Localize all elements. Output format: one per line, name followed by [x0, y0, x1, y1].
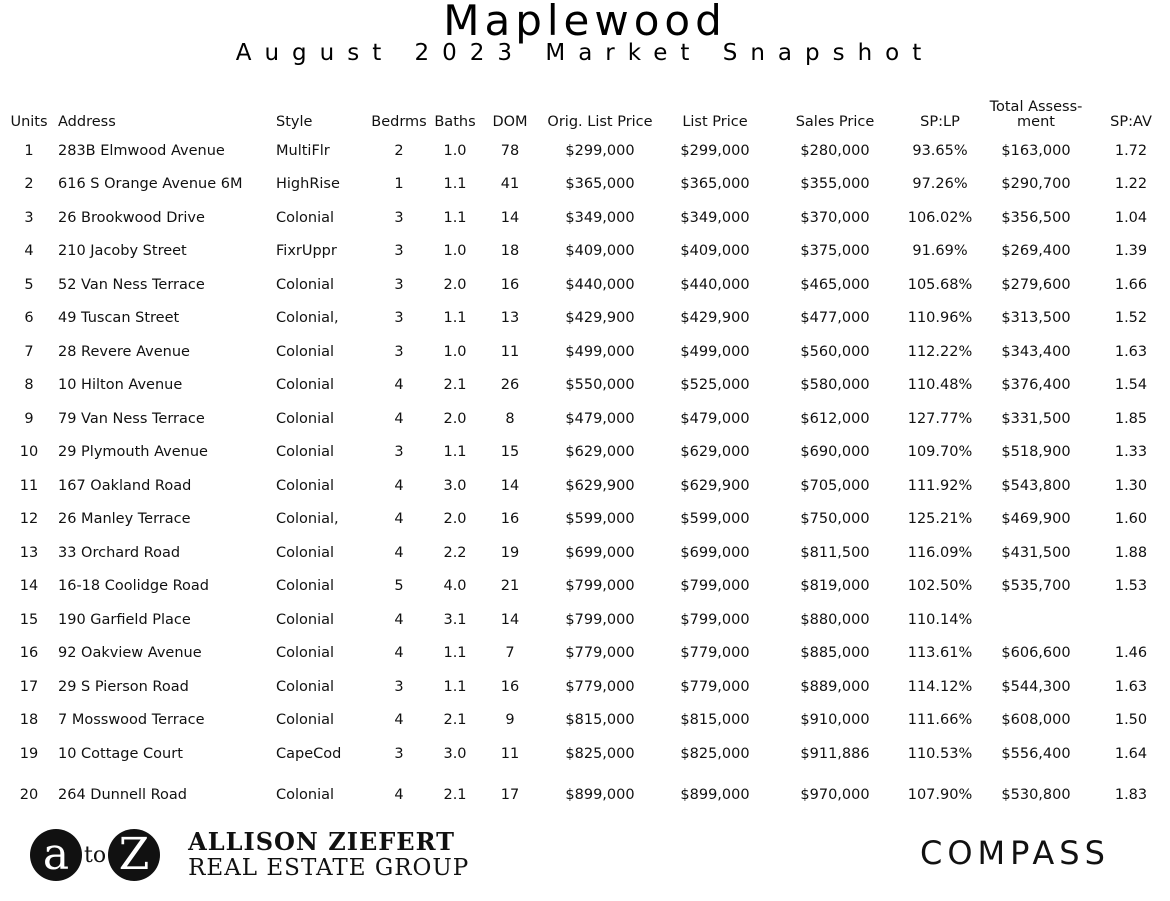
cell-orig-list-price: $499,000 — [565, 343, 635, 360]
cell-style: Colonial — [276, 377, 335, 394]
table-row — [0, 168, 1170, 202]
cell-total-assessment: $269,400 — [1001, 243, 1071, 260]
cell-style: MultiFlr — [276, 142, 330, 159]
table-row — [0, 335, 1170, 369]
table-row — [0, 402, 1170, 436]
cell-sales-price: $477,000 — [800, 310, 870, 327]
cell-dom: 15 — [500, 444, 520, 461]
table-row — [0, 737, 1170, 771]
cell-address: 190 Garfield Place — [58, 611, 191, 628]
cell-sp-lp: 111.66% — [907, 712, 973, 729]
table-row — [0, 134, 1170, 168]
cell-style: Colonial — [276, 444, 335, 461]
cell-unit: 1 — [24, 142, 34, 159]
cell-dom: 21 — [500, 578, 520, 595]
cell-total-assessment: $163,000 — [1001, 142, 1071, 159]
cell-unit: 12 — [19, 511, 39, 528]
cell-bedrms: 5 — [394, 578, 404, 595]
cell-total-assessment: $608,000 — [1001, 712, 1071, 729]
cell-total-assessment: $313,500 — [1001, 310, 1071, 327]
a-to-z-monogram — [30, 829, 160, 881]
cell-orig-list-price: $479,000 — [565, 410, 635, 427]
cell-list-price: $599,000 — [680, 511, 750, 528]
column-header-orig-list-price: Orig. List Price — [547, 114, 653, 130]
cell-sp-lp: 110.96% — [907, 310, 973, 327]
cell-style: Colonial — [276, 786, 335, 803]
cell-orig-list-price: $599,000 — [565, 511, 635, 528]
cell-orig-list-price: $349,000 — [565, 209, 635, 226]
cell-orig-list-price: $409,000 — [565, 243, 635, 260]
column-header-sp-av: SP:AV — [1110, 114, 1152, 130]
cell-baths: 2.1 — [443, 377, 467, 394]
cell-baths: 1.1 — [443, 645, 467, 662]
cell-dom: 11 — [500, 343, 520, 360]
cell-unit: 15 — [19, 611, 39, 628]
column-header-sp-lp: SP:LP — [920, 114, 960, 130]
cell-style: Colonial — [276, 578, 335, 595]
cell-sales-price: $880,000 — [800, 611, 870, 628]
table-row — [0, 536, 1170, 570]
cell-sp-lp: 113.61% — [907, 645, 973, 662]
cell-orig-list-price: $779,000 — [565, 645, 635, 662]
cell-sp-av: 1.88 — [1114, 544, 1148, 561]
cell-baths: 1.0 — [443, 243, 467, 260]
market-snapshot-table — [0, 96, 1170, 819]
page-title: Maplewood — [443, 0, 727, 45]
cell-dom: 13 — [500, 310, 520, 327]
cell-orig-list-price: $825,000 — [565, 745, 635, 762]
cell-list-price: $779,000 — [680, 645, 750, 662]
cell-sp-lp: 93.65% — [912, 142, 968, 159]
cell-sales-price: $355,000 — [800, 176, 870, 193]
cell-list-price: $429,900 — [680, 310, 750, 327]
cell-sp-av: 1.63 — [1114, 343, 1148, 360]
table-row — [0, 704, 1170, 738]
cell-sp-av: 1.66 — [1114, 276, 1148, 293]
cell-unit: 4 — [24, 243, 34, 260]
cell-bedrms: 3 — [394, 209, 404, 226]
cell-unit: 9 — [24, 410, 34, 427]
cell-address: 16-18 Coolidge Road — [58, 578, 209, 595]
cell-sp-av: 1.22 — [1114, 176, 1148, 193]
column-header-units: Units — [10, 114, 48, 130]
table-row — [0, 771, 1170, 819]
column-header-list-price: List Price — [682, 114, 748, 130]
cell-dom: 14 — [500, 477, 520, 494]
brand-name — [188, 829, 469, 881]
cell-sales-price: $280,000 — [800, 142, 870, 159]
cell-address: 26 Brookwood Drive — [58, 209, 205, 226]
cell-bedrms: 1 — [394, 176, 404, 193]
cell-sp-av: 1.54 — [1114, 377, 1148, 394]
cell-orig-list-price: $629,000 — [565, 444, 635, 461]
cell-sp-av: 1.60 — [1114, 511, 1148, 528]
cell-unit: 11 — [19, 477, 39, 494]
cell-address: 210 Jacoby Street — [58, 243, 187, 260]
column-header-address: Address — [58, 114, 116, 130]
cell-sp-lp: 110.53% — [907, 745, 973, 762]
cell-list-price: $815,000 — [680, 712, 750, 729]
cell-sp-av: 1.63 — [1114, 678, 1148, 695]
cell-unit: 7 — [24, 343, 34, 360]
cell-address: 33 Orchard Road — [58, 544, 181, 561]
cell-list-price: $899,000 — [680, 786, 750, 803]
cell-total-assessment: $556,400 — [1001, 745, 1071, 762]
cell-dom: 16 — [500, 678, 520, 695]
cell-bedrms: 3 — [394, 310, 404, 327]
cell-sp-lp: 97.26% — [912, 176, 968, 193]
cell-bedrms: 4 — [394, 611, 404, 628]
cell-baths: 1.0 — [443, 343, 467, 360]
cell-dom: 19 — [500, 544, 520, 561]
cell-unit: 16 — [19, 645, 39, 662]
cell-sales-price: $811,500 — [800, 544, 870, 561]
column-header-sales-price: Sales Price — [795, 114, 875, 130]
cell-sales-price: $750,000 — [800, 511, 870, 528]
table-row — [0, 503, 1170, 537]
cell-dom: 11 — [500, 745, 520, 762]
cell-sp-lp: 111.92% — [907, 477, 973, 494]
cell-bedrms: 3 — [394, 678, 404, 695]
table-row — [0, 637, 1170, 671]
cell-sp-av: 1.50 — [1114, 712, 1148, 729]
cell-style: Colonial, — [276, 310, 339, 327]
cell-sales-price: $370,000 — [800, 209, 870, 226]
cell-unit: 13 — [19, 544, 39, 561]
column-header-bedrms: Bedrms — [371, 114, 427, 130]
cell-orig-list-price: $365,000 — [565, 176, 635, 193]
cell-orig-list-price: $699,000 — [565, 544, 635, 561]
cell-bedrms: 4 — [394, 786, 404, 803]
table-row — [0, 469, 1170, 503]
cell-baths: 4.0 — [443, 578, 467, 595]
cell-unit: 8 — [24, 377, 34, 394]
monogram-a-circle: a — [30, 829, 82, 881]
table-header-row — [0, 96, 1170, 134]
cell-unit: 3 — [24, 209, 34, 226]
cell-orig-list-price: $299,000 — [565, 142, 635, 159]
cell-bedrms: 4 — [394, 712, 404, 729]
cell-bedrms: 3 — [394, 276, 404, 293]
cell-address: 29 S Pierson Road — [58, 678, 189, 695]
cell-total-assessment — [980, 603, 1092, 637]
cell-style: Colonial — [276, 678, 335, 695]
cell-baths: 1.1 — [443, 209, 467, 226]
cell-style: Colonial — [276, 209, 335, 226]
cell-list-price: $629,900 — [680, 477, 750, 494]
cell-address: 10 Hilton Avenue — [58, 377, 183, 394]
cell-list-price: $349,000 — [680, 209, 750, 226]
cell-list-price: $799,000 — [680, 611, 750, 628]
cell-sp-lp: 109.70% — [907, 444, 973, 461]
cell-bedrms: 2 — [394, 142, 404, 159]
cell-bedrms: 3 — [394, 343, 404, 360]
cell-dom: 8 — [505, 410, 515, 427]
cell-address: 79 Van Ness Terrace — [58, 410, 205, 427]
cell-sp-lp: 127.77% — [907, 410, 973, 427]
cell-address: 52 Van Ness Terrace — [58, 276, 205, 293]
cell-sales-price: $612,000 — [800, 410, 870, 427]
cell-sp-av: 1.33 — [1114, 444, 1148, 461]
cell-address: 616 S Orange Avenue 6M — [58, 176, 243, 193]
cell-style: Colonial — [276, 645, 335, 662]
column-header-total-assessment — [980, 96, 1092, 134]
table-row — [0, 201, 1170, 235]
cell-address: 26 Manley Terrace — [58, 511, 191, 528]
cell-sp-av: 1.72 — [1114, 142, 1148, 159]
cell-sales-price: $560,000 — [800, 343, 870, 360]
cell-address: 7 Mosswood Terrace — [58, 712, 205, 729]
table-row — [0, 436, 1170, 470]
total-assessment-label-line2: ment — [1017, 114, 1055, 130]
cell-sp-lp: 116.09% — [907, 544, 973, 561]
table-row — [0, 570, 1170, 604]
cell-list-price: $699,000 — [680, 544, 750, 561]
table-row — [0, 603, 1170, 637]
cell-list-price: $499,000 — [680, 343, 750, 360]
column-header-dom: DOM — [492, 114, 528, 130]
cell-baths: 1.1 — [443, 310, 467, 327]
cell-dom: 41 — [500, 176, 520, 193]
brand-name-line2: REAL ESTATE GROUP — [188, 855, 470, 881]
cell-sp-av — [1092, 603, 1170, 637]
cell-sp-lp: 110.48% — [907, 377, 973, 394]
cell-total-assessment: $535,700 — [1001, 578, 1071, 595]
cell-bedrms: 3 — [394, 444, 404, 461]
cell-total-assessment: $290,700 — [1001, 176, 1071, 193]
cell-address: 49 Tuscan Street — [58, 310, 180, 327]
cell-unit: 10 — [19, 444, 39, 461]
cell-list-price: $365,000 — [680, 176, 750, 193]
cell-style: Colonial — [276, 276, 335, 293]
cell-unit: 6 — [24, 310, 34, 327]
cell-dom: 7 — [505, 645, 515, 662]
cell-style: Colonial — [276, 544, 335, 561]
cell-total-assessment: $279,600 — [1001, 276, 1071, 293]
monogram-z-circle: Z — [108, 829, 160, 881]
cell-list-price: $799,000 — [680, 578, 750, 595]
cell-list-price: $479,000 — [680, 410, 750, 427]
cell-sp-lp: 112.22% — [907, 343, 973, 360]
cell-unit: 20 — [19, 786, 39, 803]
cell-sp-lp: 107.90% — [907, 786, 973, 803]
cell-dom: 18 — [500, 243, 520, 260]
allison-ziefert-logo — [30, 827, 469, 883]
brand-name-line1: ALLISON ZIEFERT — [188, 827, 455, 856]
cell-dom: 14 — [500, 209, 520, 226]
cell-sales-price: $889,000 — [800, 678, 870, 695]
cell-address: 92 Oakview Avenue — [58, 645, 202, 662]
cell-address: 283B Elmwood Avenue — [58, 142, 225, 159]
cell-address: 28 Revere Avenue — [58, 343, 190, 360]
cell-orig-list-price: $429,900 — [565, 310, 635, 327]
cell-bedrms: 4 — [394, 477, 404, 494]
cell-sp-av: 1.30 — [1114, 477, 1148, 494]
cell-sp-lp: 105.68% — [907, 276, 973, 293]
cell-unit: 18 — [19, 712, 39, 729]
cell-bedrms: 4 — [394, 511, 404, 528]
cell-style: Colonial — [276, 477, 335, 494]
cell-sales-price: $580,000 — [800, 377, 870, 394]
cell-total-assessment: $543,800 — [1001, 477, 1071, 494]
cell-total-assessment: $530,800 — [1001, 786, 1071, 803]
cell-bedrms: 3 — [394, 243, 404, 260]
cell-list-price: $525,000 — [680, 377, 750, 394]
cell-bedrms: 4 — [394, 377, 404, 394]
cell-address: 29 Plymouth Avenue — [58, 444, 208, 461]
cell-sp-av: 1.85 — [1114, 410, 1148, 427]
cell-sp-av: 1.53 — [1114, 578, 1148, 595]
table-row — [0, 235, 1170, 269]
cell-sp-lp: 91.69% — [912, 243, 968, 260]
cell-style: Colonial, — [276, 511, 339, 528]
cell-sales-price: $911,886 — [800, 745, 870, 762]
cell-dom: 9 — [505, 712, 515, 729]
cell-baths: 1.1 — [443, 678, 467, 695]
cell-style: Colonial — [276, 712, 335, 729]
cell-baths: 2.1 — [443, 786, 467, 803]
table-row — [0, 369, 1170, 403]
cell-list-price: $825,000 — [680, 745, 750, 762]
cell-dom: 14 — [500, 611, 520, 628]
page-subtitle: August 2023 Market Snapshot — [235, 40, 935, 66]
cell-baths: 3.0 — [443, 477, 467, 494]
cell-dom: 78 — [500, 142, 520, 159]
cell-orig-list-price: $440,000 — [565, 276, 635, 293]
cell-sp-lp: 110.14% — [907, 611, 973, 628]
cell-sp-lp: 114.12% — [907, 678, 973, 695]
cell-unit: 17 — [19, 678, 39, 695]
cell-address: 10 Cottage Court — [58, 745, 183, 762]
cell-style: FixrUppr — [276, 243, 337, 260]
cell-total-assessment: $343,400 — [1001, 343, 1071, 360]
cell-list-price: $779,000 — [680, 678, 750, 695]
monogram-to: to — [84, 842, 107, 868]
cell-total-assessment: $518,900 — [1001, 444, 1071, 461]
total-assessment-label-line1: Total Assess- — [989, 99, 1083, 115]
cell-dom: 16 — [500, 511, 520, 528]
table-row — [0, 268, 1170, 302]
cell-bedrms: 3 — [394, 745, 404, 762]
cell-baths: 3.1 — [443, 611, 467, 628]
compass-logo: COMPASS — [920, 834, 1110, 872]
cell-sp-lp: 106.02% — [907, 209, 973, 226]
cell-style: Colonial — [276, 410, 335, 427]
cell-baths: 2.0 — [443, 276, 467, 293]
cell-sales-price: $819,000 — [800, 578, 870, 595]
cell-sp-lp: 102.50% — [907, 578, 973, 595]
cell-orig-list-price: $799,000 — [565, 611, 635, 628]
cell-style: Colonial — [276, 343, 335, 360]
column-header-baths: Baths — [434, 114, 476, 130]
cell-sales-price: $705,000 — [800, 477, 870, 494]
cell-list-price: $299,000 — [680, 142, 750, 159]
cell-bedrms: 4 — [394, 645, 404, 662]
cell-sp-av: 1.52 — [1114, 310, 1148, 327]
cell-sp-av: 1.64 — [1114, 745, 1148, 762]
cell-total-assessment: $376,400 — [1001, 377, 1071, 394]
cell-total-assessment: $431,500 — [1001, 544, 1071, 561]
cell-baths: 2.2 — [443, 544, 467, 561]
cell-sales-price: $690,000 — [800, 444, 870, 461]
cell-orig-list-price: $899,000 — [565, 786, 635, 803]
cell-list-price: $440,000 — [680, 276, 750, 293]
cell-sp-lp: 125.21% — [907, 511, 973, 528]
cell-orig-list-price: $779,000 — [565, 678, 635, 695]
cell-dom: 26 — [500, 377, 520, 394]
cell-unit: 2 — [24, 176, 34, 193]
cell-unit: 5 — [24, 276, 34, 293]
cell-orig-list-price: $815,000 — [565, 712, 635, 729]
column-header-style: Style — [276, 114, 313, 130]
cell-orig-list-price: $629,900 — [565, 477, 635, 494]
cell-sp-av: 1.04 — [1114, 209, 1148, 226]
cell-baths: 2.1 — [443, 712, 467, 729]
cell-baths: 2.0 — [443, 410, 467, 427]
cell-total-assessment: $544,300 — [1001, 678, 1071, 695]
cell-orig-list-price: $799,000 — [565, 578, 635, 595]
cell-baths: 2.0 — [443, 511, 467, 528]
table-row — [0, 670, 1170, 704]
cell-dom: 17 — [500, 786, 520, 803]
cell-sp-av: 1.39 — [1114, 243, 1148, 260]
cell-sp-av: 1.83 — [1114, 786, 1148, 803]
cell-unit: 14 — [19, 578, 39, 595]
cell-dom: 16 — [500, 276, 520, 293]
cell-sp-av: 1.46 — [1114, 645, 1148, 662]
cell-total-assessment: $356,500 — [1001, 209, 1071, 226]
cell-total-assessment: $606,600 — [1001, 645, 1071, 662]
cell-bedrms: 4 — [394, 544, 404, 561]
cell-total-assessment: $469,900 — [1001, 511, 1071, 528]
table-row — [0, 302, 1170, 336]
cell-unit: 19 — [19, 745, 39, 762]
cell-style: CapeCod — [276, 745, 342, 762]
cell-bedrms: 4 — [394, 410, 404, 427]
cell-sales-price: $375,000 — [800, 243, 870, 260]
cell-style: Colonial — [276, 611, 335, 628]
cell-sales-price: $970,000 — [800, 786, 870, 803]
cell-baths: 1.1 — [443, 444, 467, 461]
cell-sales-price: $885,000 — [800, 645, 870, 662]
cell-sales-price: $465,000 — [800, 276, 870, 293]
cell-address: 167 Oakland Road — [58, 477, 192, 494]
cell-address: 264 Dunnell Road — [58, 786, 187, 803]
cell-list-price: $409,000 — [680, 243, 750, 260]
cell-baths: 1.0 — [443, 142, 467, 159]
cell-orig-list-price: $550,000 — [565, 377, 635, 394]
cell-style: HighRise — [276, 176, 340, 193]
cell-sales-price: $910,000 — [800, 712, 870, 729]
cell-total-assessment: $331,500 — [1001, 410, 1071, 427]
cell-list-price: $629,000 — [680, 444, 750, 461]
cell-baths: 3.0 — [443, 745, 467, 762]
cell-baths: 1.1 — [443, 176, 467, 193]
